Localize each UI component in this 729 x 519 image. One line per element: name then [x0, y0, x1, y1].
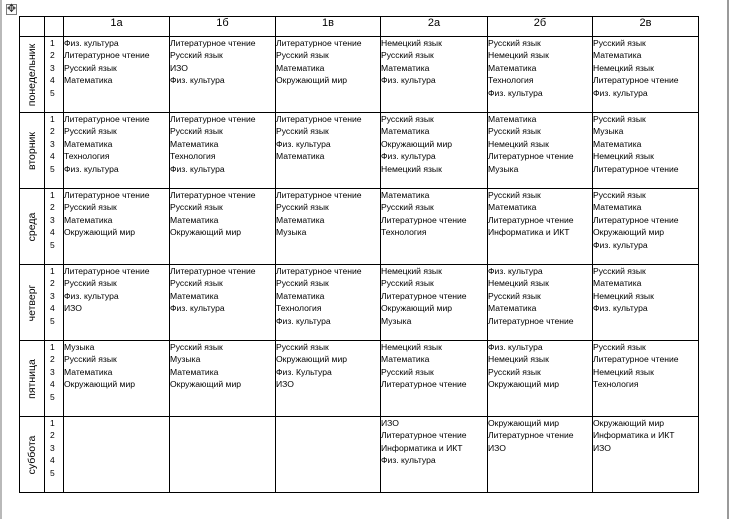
- lesson-subject: Литературное чтение: [381, 290, 467, 301]
- lesson-number: 3: [50, 442, 55, 453]
- lesson-subject: ИЗО: [488, 442, 506, 453]
- lessons-cell[interactable]: [488, 37, 593, 113]
- lesson-subject: Литературное чтение: [64, 190, 150, 200]
- day-cell: [20, 265, 45, 341]
- lessons-cell[interactable]: [488, 417, 593, 493]
- lesson-subject: Математика: [488, 114, 537, 124]
- lessons-cell[interactable]: [170, 189, 276, 265]
- lessons-cell[interactable]: [593, 265, 699, 341]
- lesson-subject: Музыка: [488, 163, 519, 174]
- lessons-cell[interactable]: [64, 37, 170, 113]
- lesson-subject: Русский язык: [64, 126, 117, 137]
- lesson-subject: Математика: [488, 303, 537, 314]
- day-label: суббота: [26, 435, 38, 474]
- lessons-cell[interactable]: [488, 113, 593, 189]
- lesson-subject: Литературное чтение: [488, 315, 574, 326]
- lesson-subject: Окружающий мир: [276, 354, 348, 365]
- lesson-subject: Русский язык: [488, 190, 541, 200]
- day-row: [20, 113, 699, 189]
- lesson-subject: Русский язык: [64, 62, 117, 73]
- schedule-body: [20, 37, 699, 493]
- lessons-cell[interactable]: [593, 113, 699, 189]
- lesson-number: 5: [50, 315, 55, 326]
- lesson-subject: Окружающий мир: [170, 379, 242, 390]
- lesson-subject: Немецкий язык: [593, 62, 654, 73]
- lesson-subject: Окружающий мир: [64, 227, 136, 238]
- lesson-subject: Немецкий язык: [381, 266, 442, 276]
- lesson-subject: Литературное чтение: [381, 214, 467, 225]
- day-label: среда: [26, 212, 38, 241]
- lesson-subject: Математика: [170, 214, 219, 225]
- lesson-subject: ИЗО: [276, 379, 294, 390]
- lessons-cell[interactable]: [381, 265, 488, 341]
- lesson-number: 3: [50, 62, 55, 73]
- lesson-subject: Литературное чтение: [64, 114, 150, 124]
- lesson-subject: Технология: [276, 303, 322, 314]
- class-header: 2б: [488, 17, 593, 37]
- lesson-subject: Окружающий мир: [488, 418, 560, 428]
- lesson-subject: Окружающий мир: [64, 379, 136, 390]
- lesson-subject: Немецкий язык: [593, 366, 654, 377]
- lesson-subject: Литературное чтение: [170, 266, 256, 276]
- lesson-subject: Математика: [64, 366, 113, 377]
- day-cell: [20, 189, 45, 265]
- lesson-subject: Информатика и ИКТ: [488, 227, 570, 238]
- lesson-subject: Математика: [64, 138, 113, 149]
- lesson-subject: Литературное чтение: [276, 266, 362, 276]
- lesson-subject: Физ. культура: [64, 38, 119, 48]
- corner-cell-numbers: [45, 17, 64, 37]
- lesson-subject: Технология: [381, 227, 427, 238]
- lesson-number: 2: [50, 278, 55, 289]
- lessons-cell[interactable]: [381, 189, 488, 265]
- lesson-subject: Физ. культура: [170, 303, 225, 314]
- lessons-cell[interactable]: [170, 113, 276, 189]
- lesson-numbers-cell: [45, 189, 64, 265]
- lessons-cell[interactable]: [488, 265, 593, 341]
- lesson-subject: Русский язык: [276, 342, 329, 352]
- day-label: понедельник: [26, 43, 38, 106]
- lesson-subject: Русский язык: [381, 278, 434, 289]
- lesson-number: 1: [50, 114, 55, 124]
- lesson-subject: Физ. Культура: [276, 366, 332, 377]
- lesson-numbers-cell: [45, 265, 64, 341]
- day-row: [20, 341, 699, 417]
- lesson-subject: Немецкий язык: [381, 38, 442, 48]
- day-row: [20, 189, 699, 265]
- lesson-subject: Математика: [276, 151, 325, 162]
- lessons-cell[interactable]: [276, 37, 381, 113]
- lessons-cell[interactable]: [64, 265, 170, 341]
- lesson-subject: Русский язык: [593, 266, 646, 276]
- lesson-number: 2: [50, 202, 55, 213]
- lessons-cell[interactable]: [381, 341, 488, 417]
- lesson-number: 1: [50, 342, 55, 352]
- lesson-subject: Математика: [276, 290, 325, 301]
- lesson-subject: Музыка: [276, 227, 307, 238]
- lessons-cell[interactable]: [170, 417, 276, 493]
- lessons-cell[interactable]: [170, 265, 276, 341]
- lesson-numbers-cell: [45, 341, 64, 417]
- lesson-subject: ИЗО: [64, 303, 82, 314]
- lesson-number: 5: [50, 87, 55, 98]
- lesson-subject: Математика: [593, 202, 642, 213]
- lesson-number: 1: [50, 38, 55, 48]
- lesson-subject: Информатика и ИКТ: [593, 430, 675, 441]
- lessons-cell[interactable]: [593, 341, 699, 417]
- lesson-subject: Математика: [276, 214, 325, 225]
- lesson-subject: Математика: [593, 278, 642, 289]
- lessons-cell[interactable]: [276, 265, 381, 341]
- lesson-subject: ИЗО: [381, 418, 399, 428]
- lesson-subject: Русский язык: [488, 290, 541, 301]
- lesson-number: 4: [50, 455, 55, 466]
- lesson-subject: Русский язык: [381, 50, 434, 61]
- lesson-subject: Литературное чтение: [381, 430, 467, 441]
- lesson-subject: Физ. культура: [488, 87, 543, 98]
- lesson-subject: Русский язык: [170, 126, 223, 137]
- lesson-subject: Математика: [64, 75, 113, 86]
- lesson-subject: Музыка: [64, 342, 95, 352]
- lesson-subject: Математика: [170, 290, 219, 301]
- lesson-subject: ИЗО: [593, 442, 611, 453]
- lesson-subject: Литературное чтение: [64, 266, 150, 276]
- lessons-cell[interactable]: [64, 113, 170, 189]
- lessons-cell[interactable]: [593, 189, 699, 265]
- lesson-subject: Немецкий язык: [488, 278, 549, 289]
- lesson-number: 3: [50, 290, 55, 301]
- lesson-subject: Русский язык: [488, 126, 541, 137]
- lesson-subject: Физ. культура: [170, 163, 225, 174]
- lesson-number: 4: [50, 227, 55, 238]
- lesson-number: 1: [50, 266, 55, 276]
- lesson-subject: Математика: [381, 190, 430, 200]
- lesson-subject: Физ. культура: [276, 138, 331, 149]
- lessons-cell[interactable]: [64, 189, 170, 265]
- lesson-subject: Немецкий язык: [381, 163, 442, 174]
- lesson-subject: Технология: [593, 379, 639, 390]
- day-cell: [20, 417, 45, 493]
- lesson-subject: Математика: [381, 126, 430, 137]
- day-label: пятница: [26, 358, 38, 399]
- header-row: [20, 17, 699, 37]
- lesson-subject: Физ. культура: [276, 315, 331, 326]
- lesson-subject: Окружающий мир: [593, 418, 665, 428]
- corner-cell: [20, 17, 45, 37]
- lesson-subject: Математика: [64, 214, 113, 225]
- class-header: 1в: [276, 17, 381, 37]
- lesson-subject: Русский язык: [488, 366, 541, 377]
- lessons-cell[interactable]: [381, 113, 488, 189]
- lessons-cell[interactable]: [170, 341, 276, 417]
- lesson-subject: Русский язык: [276, 50, 329, 61]
- lesson-subject: Русский язык: [593, 190, 646, 200]
- lesson-subject: Литературное чтение: [488, 151, 574, 162]
- lesson-number: 4: [50, 303, 55, 314]
- lesson-subject: Физ. культура: [170, 75, 225, 86]
- lesson-subject: Русский язык: [593, 114, 646, 124]
- lesson-subject: Математика: [276, 62, 325, 73]
- lesson-subject: Немецкий язык: [593, 151, 654, 162]
- lesson-number: 5: [50, 239, 55, 250]
- lesson-subject: Литературное чтение: [593, 163, 679, 174]
- lesson-subject: ИЗО: [170, 62, 188, 73]
- lesson-subject: Литературное чтение: [64, 50, 150, 61]
- lessons-cell[interactable]: [276, 417, 381, 493]
- lesson-subject: Технология: [170, 151, 216, 162]
- lesson-subject: Физ. культура: [381, 151, 436, 162]
- day-cell: [20, 341, 45, 417]
- lesson-number: 5: [50, 467, 55, 478]
- lesson-subject: Литературное чтение: [170, 114, 256, 124]
- day-row: [20, 37, 699, 113]
- lessons-cell[interactable]: [593, 417, 699, 493]
- lesson-numbers-cell: [45, 113, 64, 189]
- lesson-subject: Литературное чтение: [488, 430, 574, 441]
- lesson-subject: Музыка: [381, 315, 412, 326]
- lessons-cell[interactable]: [381, 37, 488, 113]
- day-row: [20, 417, 699, 493]
- lesson-subject: Русский язык: [64, 202, 117, 213]
- day-cell: [20, 113, 45, 189]
- lesson-subject: Физ. культура: [64, 290, 119, 301]
- lesson-subject: Математика: [593, 50, 642, 61]
- lesson-subject: Литературное чтение: [381, 379, 467, 390]
- lessons-cell[interactable]: [276, 341, 381, 417]
- lesson-subject: Математика: [170, 138, 219, 149]
- lesson-subject: Физ. культура: [593, 303, 648, 314]
- lesson-subject: Русский язык: [381, 366, 434, 377]
- lesson-subject: Музыка: [593, 126, 624, 137]
- lesson-numbers-cell: [45, 417, 64, 493]
- lesson-subject: Информатика и ИКТ: [381, 442, 463, 453]
- lesson-subject: Физ. культура: [64, 163, 119, 174]
- lesson-subject: Математика: [488, 202, 537, 213]
- lesson-numbers-cell: [45, 37, 64, 113]
- class-header: 2в: [593, 17, 699, 37]
- lesson-subject: Литературное чтение: [593, 214, 679, 225]
- lesson-number: 1: [50, 190, 55, 200]
- lesson-subject: Литературное чтение: [488, 214, 574, 225]
- lesson-subject: Русский язык: [593, 38, 646, 48]
- lesson-number: 4: [50, 75, 55, 86]
- lesson-subject: Физ. культура: [593, 87, 648, 98]
- lesson-number: 4: [50, 379, 55, 390]
- lesson-subject: Русский язык: [381, 202, 434, 213]
- lesson-subject: Русский язык: [381, 114, 434, 124]
- lesson-subject: Литературное чтение: [593, 354, 679, 365]
- lesson-subject: Технология: [64, 151, 110, 162]
- lessons-cell[interactable]: [488, 341, 593, 417]
- lesson-subject: Русский язык: [488, 38, 541, 48]
- lessons-cell[interactable]: [64, 417, 170, 493]
- lesson-subject: Русский язык: [170, 278, 223, 289]
- lesson-subject: Музыка: [170, 354, 201, 365]
- lesson-number: 3: [50, 214, 55, 225]
- lesson-subject: Окружающий мир: [276, 75, 348, 86]
- lesson-subject: Литературное чтение: [170, 38, 256, 48]
- lessons-cell[interactable]: [488, 189, 593, 265]
- lesson-subject: Русский язык: [170, 342, 223, 352]
- lesson-subject: Окружающий мир: [488, 379, 560, 390]
- lesson-subject: Русский язык: [170, 50, 223, 61]
- lesson-subject: Математика: [381, 62, 430, 73]
- lesson-subject: Окружающий мир: [381, 303, 453, 314]
- lesson-subject: Физ. культура: [381, 455, 436, 466]
- day-cell: [20, 37, 45, 113]
- lesson-subject: Русский язык: [593, 342, 646, 352]
- lesson-subject: Литературное чтение: [276, 114, 362, 124]
- lesson-subject: Немецкий язык: [488, 50, 549, 61]
- day-label: четверг: [26, 284, 38, 321]
- schedule-table: [19, 16, 699, 493]
- lesson-subject: Русский язык: [276, 202, 329, 213]
- lesson-subject: Физ. культура: [488, 342, 543, 352]
- lessons-cell[interactable]: [276, 189, 381, 265]
- lesson-subject: Математика: [170, 366, 219, 377]
- lesson-subject: Немецкий язык: [381, 342, 442, 352]
- table-move-handle-icon[interactable]: ✥: [6, 3, 17, 15]
- lesson-number: 4: [50, 151, 55, 162]
- lessons-cell[interactable]: [276, 113, 381, 189]
- lessons-cell[interactable]: [64, 341, 170, 417]
- lesson-subject: Математика: [488, 62, 537, 73]
- lesson-subject: Литературное чтение: [593, 75, 679, 86]
- day-label: вторник: [26, 131, 38, 170]
- lesson-number: 1: [50, 418, 55, 428]
- lesson-subject: Математика: [381, 354, 430, 365]
- lesson-number: 2: [50, 50, 55, 61]
- lesson-subject: Литературное чтение: [170, 190, 256, 200]
- lesson-subject: Физ. культура: [593, 239, 648, 250]
- class-header: 1а: [64, 17, 170, 37]
- day-row: [20, 265, 699, 341]
- lesson-number: 5: [50, 391, 55, 402]
- lesson-subject: Окружающий мир: [593, 227, 665, 238]
- lesson-subject: Немецкий язык: [488, 138, 549, 149]
- lesson-number: 2: [50, 430, 55, 441]
- lesson-subject: Технология: [488, 75, 534, 86]
- lesson-subject: Русский язык: [276, 278, 329, 289]
- class-header: 2а: [381, 17, 488, 37]
- lesson-subject: Литературное чтение: [276, 38, 362, 48]
- lesson-subject: Физ. культура: [488, 266, 543, 276]
- lesson-number: 2: [50, 354, 55, 365]
- lesson-subject: Русский язык: [170, 202, 223, 213]
- page-edge-left: [0, 0, 2, 519]
- lessons-cell[interactable]: [593, 37, 699, 113]
- lessons-cell[interactable]: [170, 37, 276, 113]
- lesson-subject: Окружающий мир: [381, 138, 453, 149]
- lesson-number: 3: [50, 138, 55, 149]
- lesson-subject: Русский язык: [64, 278, 117, 289]
- lesson-subject: Немецкий язык: [593, 290, 654, 301]
- lesson-number: 3: [50, 366, 55, 377]
- lesson-number: 2: [50, 126, 55, 137]
- lesson-subject: Русский язык: [276, 126, 329, 137]
- lesson-subject: Литературное чтение: [276, 190, 362, 200]
- lesson-number: 5: [50, 163, 55, 174]
- lessons-cell[interactable]: [381, 417, 488, 493]
- lesson-subject: Русский язык: [64, 354, 117, 365]
- lesson-subject: Немецкий язык: [488, 354, 549, 365]
- lesson-subject: Физ. культура: [381, 75, 436, 86]
- lesson-subject: Окружающий мир: [170, 227, 242, 238]
- lesson-subject: Математика: [593, 138, 642, 149]
- class-header: 1б: [170, 17, 276, 37]
